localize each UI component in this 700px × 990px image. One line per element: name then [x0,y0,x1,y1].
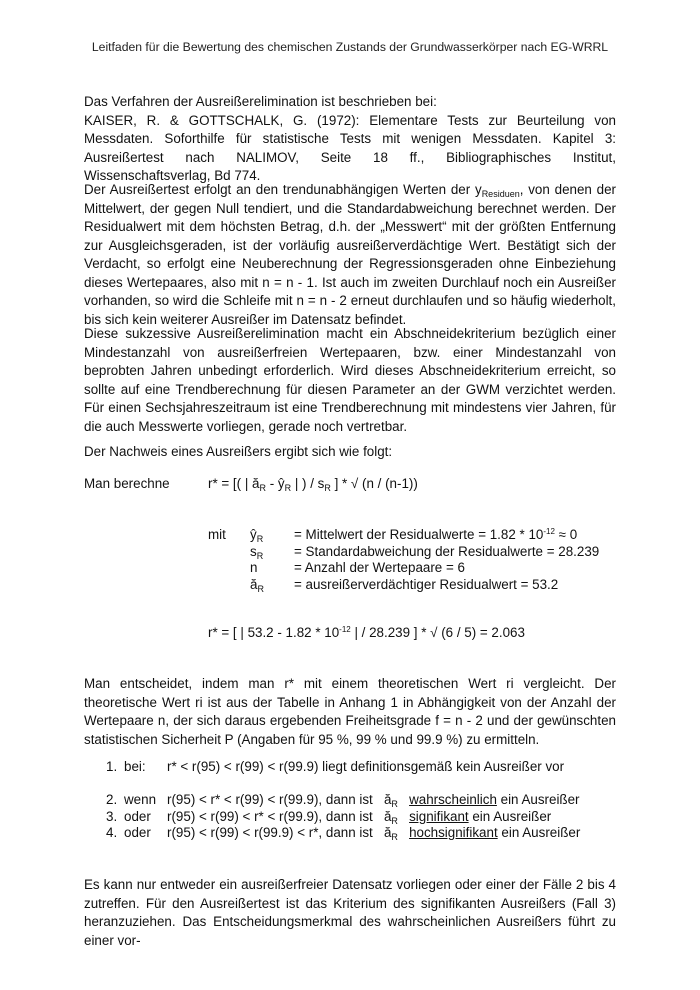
symbol-a: ă [383,792,392,807]
definition-text: = Anzahl der Wertepaare = 6 [294,560,465,575]
case-word: oder [124,808,151,824]
calc-part: r* = [ | 53.2 - 1.82 * 10 [208,625,340,640]
page-header: Leitfaden für die Bewertung des chemischen Zustands der Grundwasserkörper nach EG-WRRL [91,40,609,54]
case-condition: r(95) < r(99) < r* < r(99.9), dann ist [167,808,373,824]
definitions-list [250,527,599,593]
formula-sub: R [284,483,292,493]
formula-r-star [208,475,418,493]
y-residuen-subscript: Residuen [481,189,520,199]
definitions-mit: mit [208,527,226,542]
case-number: 4. [106,825,118,840]
case-emphasis: hochsignifikant [409,825,498,840]
case-2 [106,792,580,809]
literature-reference: KAISER, R. & GOTTSCHALK, G. (1972): Elementare Tests zur Beurteilung von Messdaten. Soforthilfe für statistische Tests mit wenigen Messdaten. Kapitel 3: Ausreißertest nach NALIMOV, Seite 18 ff., Bibliographisches Institut, Wissenschaftsverlag, Bd 774. [84,112,616,183]
definition-text: = Mittelwert der Residualwerte = 1.82 * 10 [294,527,544,542]
case-tail: ein Ausreißer [468,808,552,824]
case-3 [106,809,580,826]
case-word: bei: [124,759,146,774]
definition-std [250,544,599,561]
case-text: r* < r(95) < r(99) < r(99.9) liegt definitionsgemäß kein Ausreißer vor [167,759,565,774]
case-1 [106,759,564,776]
outlier-test-paragraph [84,181,616,329]
intro-paragraph [84,93,616,186]
case-number: 2. [106,792,118,807]
exponent: -12 [339,625,351,634]
para2-text-a: Der Ausreißertest erfolgt an den trendunabhängigen Werten der y [84,182,482,197]
formula-part: | ) / s [291,476,325,491]
case-tail: ein Ausreißer [496,792,580,807]
case-condition: r(95) < r* < r(99) < r(99.9), dann ist [167,792,373,807]
definition-mean [250,527,599,544]
case-number: 1. [106,759,118,774]
formula-sub: R [259,483,266,493]
case-emphasis: signifikant [409,808,469,824]
proof-intro: Der Nachweis eines Ausreißers ergibt sich wie folgt: [84,444,393,459]
formula-part: r* = [( | ă [208,476,260,491]
case-tail: ein Ausreißer [497,825,581,840]
final-paragraph: Es kann nur entweder ein ausreißerfreier Datensatz vorliegen oder einer der Fälle 2 bis 4 zutreffen. Für den Ausreißertest ist das Kriterium des signifikanten Ausreißers (Fall 3) heranzuziehen. Das Entscheidungsmerkmal des wahrscheinlichen Ausreißers führt zu einer vor- [84,877,616,948]
symbol-sub: R [257,583,264,594]
intro-line: Das Verfahren der Ausreißerelimination ist beschrieben bei: [84,94,437,109]
symbol-sub: R [391,815,398,826]
case-number: 3. [106,808,118,824]
calc-part: | / 28.239 ] * √ (6 / 5) = 2.063 [350,625,525,640]
symbol-s: s [250,543,257,559]
formula-part: ] * √ (n / (n-1)) [330,476,418,491]
symbol-a: ă [383,825,392,840]
elimination-paragraph: Diese sukzessive Ausreißerelimination macht ein Abschneidekriterium bezüglich einer Mindestanzahl von ausreißerfreien Wertepaaren, bzw. einer Mindestanzahl von beprobten Jahren unbedingt erforderlich. Wird dieses Abschneidekriterium erreicht, so sollte auf eine Trendberechnung für diesen Parameter an der GWM verzichtet werden. Für einen Sechsjahreszeitraum ist eine Trendberechnung mit mindestens vier Jahren, für die auch Messwerte vorliegen, gerade noch vertretbar. [84,326,616,434]
symbol-n: n [250,560,258,575]
para2-text-b: , von denen der Mittelwert, der gegen Null tendiert, und die Standardabweichung berechnet werden. Der Residualwert mit dem höchsten Betrag, d.h. der „Messwert“ mit der größten Entfernung zur Ausgleichsgeraden, ist der vorläufig ausreißerverdächtige Wert. Bestätigt sich der Verdacht, so erfolgt eine Neuberechnung der Regressionsgeraden ohne Einbeziehung dieses Wertepaares, also mit n = n - 1. Ist auch im zweiten Durchlauf noch ein Ausreißer vorhanden, so wird die Schleife mit n = n - 2 erneut durchlaufen und so häufig wiederholt, bis sich kein weiterer Ausreißer im Datensatz befindet. [84,182,617,327]
formula-label: Man berechne [84,476,170,491]
case-word: wenn [124,792,157,807]
symbol-y-hat: ŷ [250,527,257,542]
case-list [106,792,580,842]
symbol-sub: R [256,534,264,544]
calculation-result [208,624,525,642]
definition-n [250,560,599,577]
symbol-sub: R [391,832,398,842]
case-4 [106,825,580,842]
formula-sub: R [324,483,331,493]
case-condition: r(95) < r(99) < r(99.9) < r*, dann ist [167,825,373,840]
case-emphasis: wahrscheinlich [409,792,497,807]
case-word: oder [124,825,151,840]
definition-text: ≈ 0 [554,527,578,542]
symbol-sub: R [256,550,264,561]
symbol-a: ă [250,576,258,592]
definition-text: = ausreißerverdächtiger Residualwert = 53.2 [294,576,559,592]
symbol-a: ă [383,808,392,824]
exponent: -12 [543,527,555,536]
definition-text: = Standardabweichung der Residualwerte = 28.239 [294,543,600,559]
decision-paragraph: Man entscheidet, indem man r* mit einem theoretischen Wert ri vergleicht. Der theoretische Wert ri ist aus der Tabelle in Anhang 1 in Abhängigkeit von der Anzahl der Wertepaare n, der sich daraus ergebenden Freiheitsgrade f = n - 2 und der gewünschten statistischen Sicherheit P (Angaben für 95 %, 99 % und 99.9 %) zu ermitteln. [84,676,616,747]
symbol-sub: R [391,799,398,809]
formula-part: - ŷ [265,476,285,491]
definition-suspect [250,577,599,594]
